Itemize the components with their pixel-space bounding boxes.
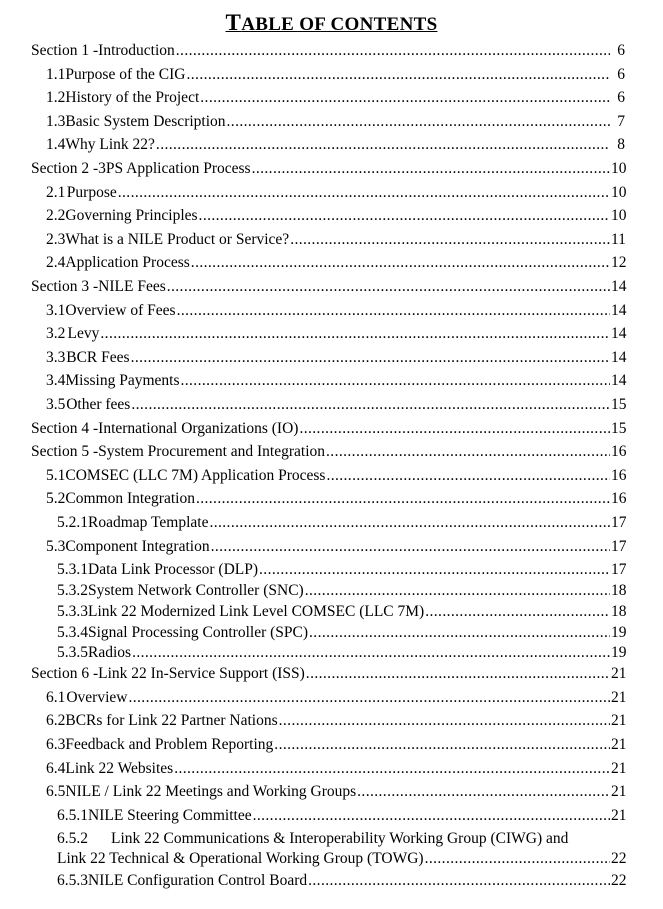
toc-entry-label: Link 22 Communications & Interoperability Working Group (CIWG) and (111, 830, 569, 848)
toc-entry-number: 1.1 (46, 65, 66, 83)
toc-entry-number: 6.5.3 (57, 872, 88, 890)
toc-entry[interactable] (57, 643, 625, 663)
toc-entry[interactable] (57, 560, 625, 580)
toc-entry-page: 21 (611, 688, 627, 706)
dot-leader (200, 88, 610, 108)
toc-entry-page: 6 (617, 89, 625, 107)
dot-leader (326, 442, 610, 462)
toc-entry-page: 10 (611, 207, 627, 225)
toc-entry-page: 17 (611, 514, 627, 531)
toc-entry-page: 21 (611, 736, 627, 753)
toc-entry-number: 5.3.4 (57, 623, 88, 641)
toc-entry-number: 6.3 (46, 736, 66, 753)
toc-entry-page: 10 (611, 160, 627, 177)
toc-entry-label: Overview (66, 688, 128, 706)
toc-entry[interactable] (46, 88, 625, 108)
dot-leader (167, 277, 610, 297)
dot-leader (211, 537, 610, 557)
page-title (0, 10, 663, 36)
toc-entry-label: Roadmap Template (88, 514, 209, 531)
toc-entry-number: 5.3.5 (57, 644, 88, 662)
dot-leader (227, 112, 610, 132)
toc-entry-label: Levy (67, 325, 100, 343)
dot-leader (191, 253, 610, 273)
toc-entry-label: NILE Steering Committee (88, 806, 252, 824)
toc-entry-label: International Organizations (IO) (98, 419, 299, 437)
toc-entry[interactable] (46, 688, 625, 708)
dot-leader (196, 489, 610, 509)
toc-entry-page: 14 (611, 372, 627, 390)
dot-leader (118, 183, 610, 203)
toc-entry-label: NILE / Link 22 Meetings and Working Groups (65, 783, 357, 801)
toc-entry-number: 1.4 (46, 136, 66, 154)
toc-entry-label: Common Integration (65, 490, 195, 508)
toc-entry-label: BCRs for Link 22 Partner Nations (65, 712, 278, 730)
toc-entry-page: 19 (611, 644, 627, 662)
toc-entry[interactable] (46, 183, 625, 203)
toc-entry-label: Link 22 Modernized Link Level COMSEC (LLC 7M) (88, 602, 425, 620)
toc-entry-label: NILE Configuration Control Board (88, 872, 308, 890)
dot-leader (131, 395, 610, 415)
toc-entry-label: Why Link 22? (65, 136, 155, 154)
toc-entry-number: 2.3 (46, 230, 66, 248)
toc-entry-number: 5.2 (46, 490, 66, 508)
toc-entry[interactable] (46, 489, 625, 509)
dot-leader (279, 711, 610, 731)
toc-entry-number: 1.2 (46, 89, 66, 107)
dot-leader (274, 735, 610, 755)
toc-entry-label: COMSEC (LLC 7M) Application Process (65, 466, 326, 484)
toc-entry-label: System Procurement and Integration (98, 443, 326, 461)
toc-entry-page: 18 (611, 582, 627, 599)
toc-entry[interactable] (31, 664, 625, 684)
toc-entry-number: 6.5 (46, 783, 66, 801)
toc-entry-page: 14 (611, 278, 627, 295)
toc-entry-number: 3.1 (46, 301, 66, 319)
toc-entry-label: Signal Processing Controller (SPC) (88, 623, 309, 641)
toc-entry-label: Link 22 Websites (65, 759, 174, 777)
toc-entry-number: 6.4 (46, 759, 66, 777)
dot-leader (128, 688, 610, 708)
toc-entry-page: 21 (611, 759, 627, 777)
toc-entry-number: 3.2 (46, 325, 66, 343)
title-initial: T (225, 10, 242, 35)
toc-entry-continuation[interactable] (57, 849, 625, 869)
toc-entry[interactable] (57, 602, 625, 622)
toc-entry-number: 5.3 (46, 537, 66, 555)
dot-leader (299, 419, 610, 439)
toc-entry-number: Section 4 - (31, 419, 99, 437)
dot-leader (309, 623, 610, 643)
toc-entry[interactable] (46, 735, 625, 755)
toc-entry[interactable] (57, 829, 625, 849)
toc-entry-label: Radios (88, 644, 132, 662)
toc-entry-label: What is a NILE Product or Service? (65, 230, 290, 248)
toc-entry-page: 11 (611, 230, 626, 248)
dot-leader (131, 348, 610, 368)
dot-leader (308, 871, 610, 891)
dot-leader (187, 65, 611, 85)
toc-entry[interactable] (46, 206, 625, 226)
toc-entry-number: 2.1 (46, 183, 66, 201)
toc-entry-page: 18 (611, 602, 627, 620)
dot-leader (199, 206, 610, 226)
toc-entry-number: 3.3 (46, 348, 66, 366)
toc-entry[interactable] (31, 277, 625, 297)
toc-entry-page: 16 (611, 443, 627, 461)
toc-entry-label: Other fees (66, 396, 131, 413)
dot-leader (174, 759, 610, 779)
dot-leader (100, 324, 610, 344)
toc-entry[interactable] (46, 112, 625, 132)
toc-entry-page: 7 (617, 112, 625, 130)
toc-entry-number: 5.3.1 (57, 561, 88, 579)
toc-entry-number: Section 3 - (31, 278, 99, 295)
dot-leader (177, 301, 610, 321)
toc-entry-label: Purpose of the CIG (65, 65, 186, 83)
toc-entry-number: Section 5 - (31, 443, 99, 461)
toc-entry-label: Overview of Fees (65, 301, 176, 319)
toc-entry-number: 5.3.3 (57, 602, 88, 620)
toc-entry-page: 21 (611, 783, 627, 801)
toc-entry[interactable] (46, 537, 625, 557)
toc-entry-number: 6.5.1 (57, 806, 88, 824)
toc-entry[interactable] (57, 513, 625, 533)
dot-leader (326, 466, 610, 486)
dot-leader (357, 782, 610, 802)
toc-entry-number: 2.4 (46, 254, 66, 272)
toc-entry-number: 6.5.2 (57, 830, 88, 848)
toc-entry-page: 16 (611, 490, 627, 508)
toc-entry-page: 14 (611, 348, 627, 366)
toc-entry-page: 17 (611, 537, 627, 555)
toc-entry-label: Governing Principles (65, 207, 198, 225)
toc-entry[interactable] (31, 41, 625, 61)
dot-leader (290, 230, 610, 250)
toc-entry[interactable] (46, 371, 625, 391)
dot-leader (305, 581, 610, 601)
title-rest: ABLE OF CONTENTS (241, 14, 438, 35)
toc-entry-label: BCR Fees (66, 348, 130, 366)
toc-entry-page: 12 (611, 254, 627, 272)
toc-entry-label: Component Integration (65, 537, 210, 555)
toc-entry-label: Application Process (65, 254, 190, 272)
dot-leader (176, 41, 610, 61)
toc-entry[interactable] (46, 301, 625, 321)
toc-entry-page: 10 (611, 183, 627, 201)
dot-leader (209, 513, 610, 533)
toc-entry-number: 1.3 (46, 112, 66, 130)
dot-leader (425, 602, 610, 622)
toc-entry-page: 16 (611, 466, 627, 484)
toc-entry-number: 3.4 (46, 372, 66, 390)
toc-entry-page: 15 (611, 419, 627, 437)
toc-entry-label: Data Link Processor (DLP) (88, 561, 259, 579)
toc-entry-number: Section 1 - (31, 42, 99, 59)
toc-entry-number: Section 6 - (31, 665, 99, 683)
toc-entry-page: 22 (611, 850, 627, 868)
dot-leader (132, 643, 610, 663)
toc-entry[interactable] (46, 395, 625, 415)
toc-entry-page: 8 (617, 136, 625, 154)
toc-entry[interactable] (57, 871, 625, 891)
toc-entry[interactable] (46, 324, 625, 344)
toc-entry[interactable] (46, 348, 625, 368)
toc-entry-number: 3.5 (46, 396, 66, 413)
toc-entry[interactable] (31, 159, 625, 179)
toc-entry-page: 14 (611, 301, 627, 319)
toc-entry[interactable] (46, 782, 625, 802)
toc-entry[interactable] (31, 442, 625, 462)
toc-entry[interactable] (46, 65, 625, 85)
toc-entry[interactable] (57, 623, 625, 643)
toc-entry-number: 2.2 (46, 207, 66, 225)
toc-entry[interactable] (46, 759, 625, 779)
toc-entry-number: 5.1 (46, 466, 66, 484)
toc-entry-page: 22 (611, 872, 627, 890)
toc-entry[interactable] (46, 466, 625, 486)
toc-entry-label: System Network Controller (SNC) (88, 582, 304, 599)
toc-entry-label: Basic System Description (65, 112, 226, 130)
toc-entry-label: Purpose (66, 183, 117, 201)
toc-entry-page: 15 (611, 396, 627, 413)
toc-entry-page: 21 (611, 665, 627, 683)
toc-entry[interactable] (46, 135, 625, 155)
toc-entry-number: 5.3.2 (57, 582, 88, 599)
dot-leader (425, 849, 610, 869)
toc-entry-number: 6.2 (46, 712, 66, 730)
dot-leader (180, 371, 610, 391)
toc-entry-page: 6 (617, 42, 625, 59)
toc-entry[interactable] (46, 253, 625, 273)
toc-entry[interactable] (31, 419, 625, 439)
toc-entry-number: 5.2.1 (57, 514, 88, 531)
dot-leader (252, 159, 610, 179)
toc-entry-page: 21 (611, 712, 627, 730)
dot-leader (253, 806, 610, 826)
toc-entry-label: Feedback and Problem Reporting (65, 736, 274, 753)
dot-leader (259, 560, 610, 580)
toc-entry-page: 6 (617, 65, 625, 83)
toc-entry-label-continued: Link 22 Technical & Operational Working Group (TOWG) (57, 850, 424, 868)
toc-entry-label: Link 22 In-Service Support (ISS) (98, 665, 305, 683)
toc-entry-page: 14 (611, 325, 627, 343)
toc-entry-page: 17 (611, 561, 627, 579)
dot-leader (306, 664, 610, 684)
dot-leader (156, 135, 610, 155)
toc-entry-number: 6.1 (46, 688, 66, 706)
toc-entry-label: 3PS Application Process (98, 160, 251, 177)
toc-entry-page: 19 (611, 623, 627, 641)
toc-entry[interactable] (46, 711, 625, 731)
toc-entry-number: Section 2 - (31, 160, 99, 177)
toc-entry-label: Introduction (98, 42, 175, 59)
toc-entry-page: 21 (611, 806, 627, 824)
toc-entry-label: Missing Payments (65, 372, 180, 390)
toc-entry[interactable] (46, 230, 625, 250)
toc-entry-label: NILE Fees (98, 278, 166, 295)
toc-entry[interactable] (57, 806, 625, 826)
toc-entry-label: History of the Project (65, 89, 200, 107)
toc-entry[interactable] (57, 581, 625, 601)
